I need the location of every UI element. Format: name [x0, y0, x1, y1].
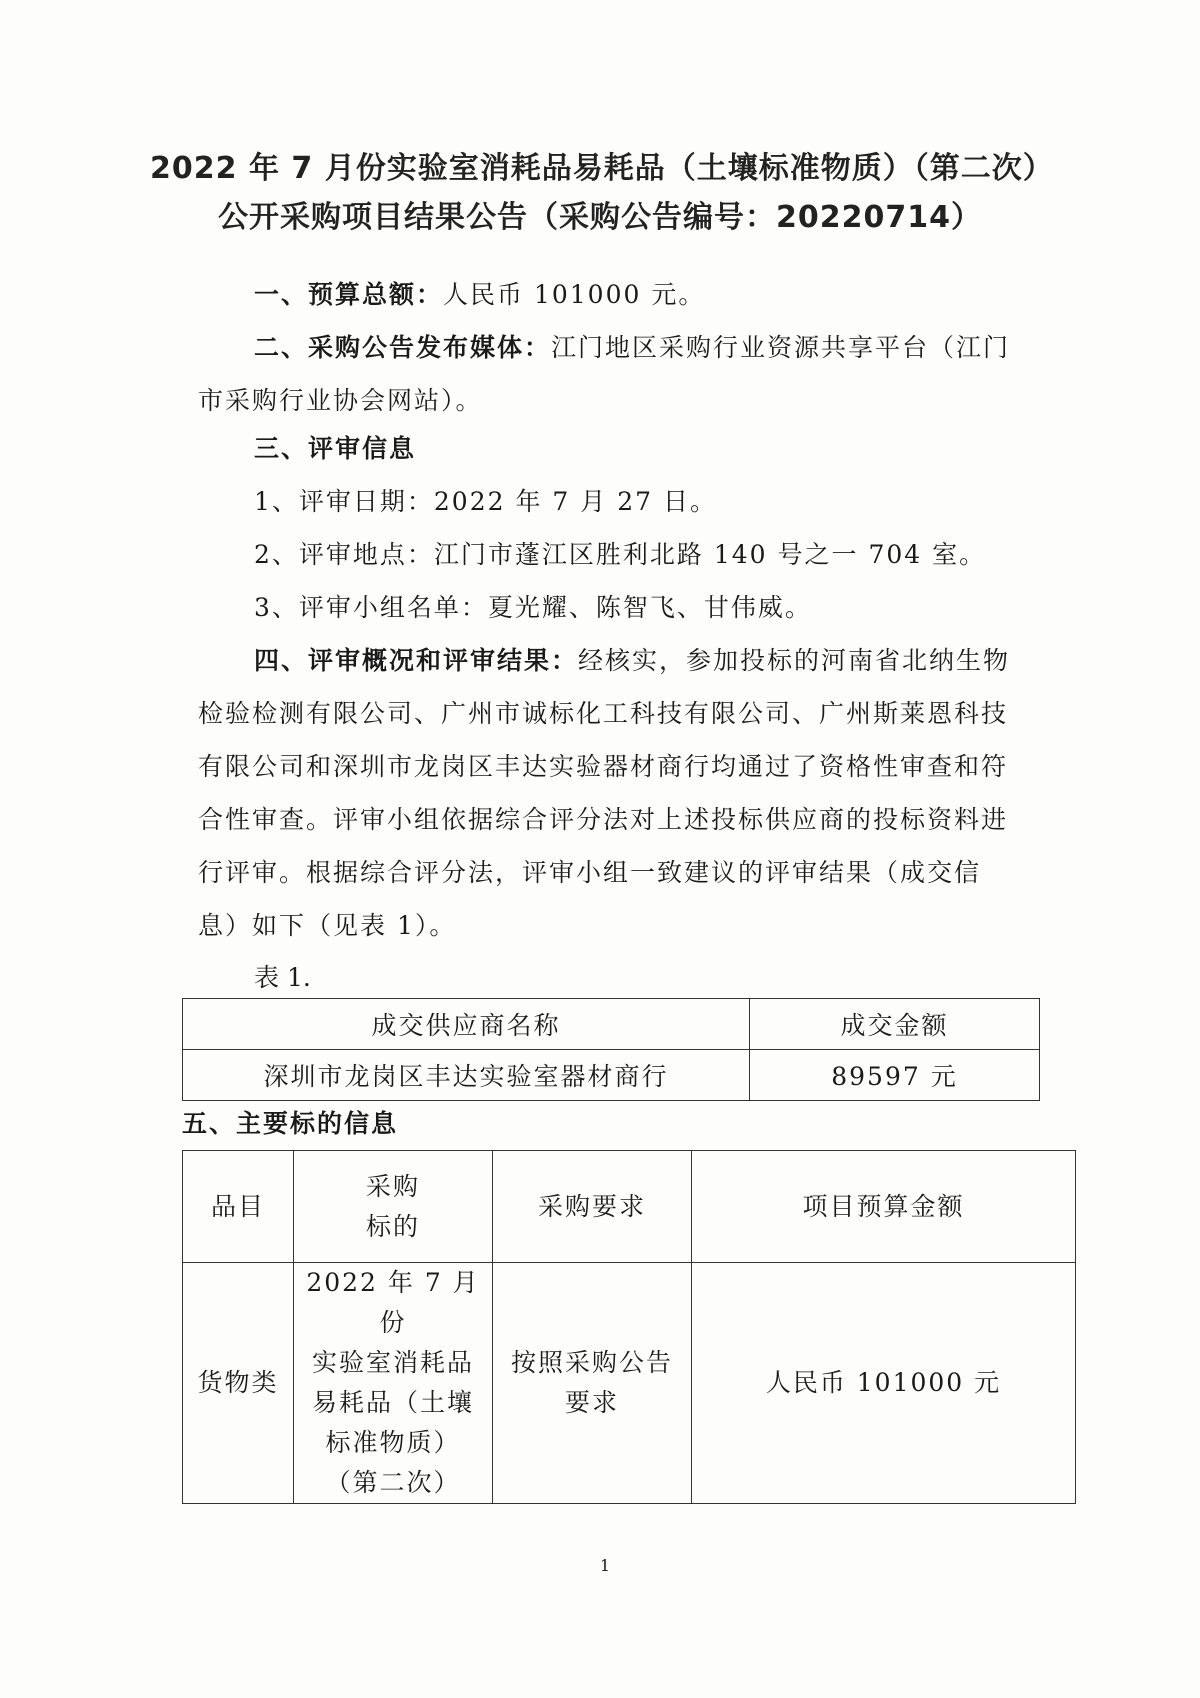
- target-header: [294, 1151, 493, 1263]
- media-paragraph: [198, 321, 1020, 427]
- budget-cell: 人民币 101000 元: [692, 1263, 1076, 1504]
- review-heading: 三、评审信息: [254, 434, 417, 463]
- deal-table: [182, 998, 1040, 1101]
- review-place: 2、评审地点：江门市蓬江区胜利北路 140 号之一 704 室。: [254, 540, 987, 569]
- result-text: 经核实，参加投标的河南省北纳生物检验检测有限公司、广州市诚标化工科技有限公司、广州斯莱恩科技有限公司和深圳市龙岗区丰达实验器材商行均通过了资格性审查和符合性审查。评审小组依据综合评分法对上述投标供应商的投标资料进行评审。根据综合评分法，评审小组一致建议的评审结果（成交信息）如下（见表 1）。: [198, 646, 1011, 940]
- budget-heading: 一、预算总额：: [254, 280, 444, 309]
- title-line-1: 2022 年 7 月份实验室消耗品易耗品（土壤标准物质）（第二次）: [150, 151, 1054, 186]
- review-date: 1、评审日期：2022 年 7 月 27 日。: [254, 487, 717, 516]
- supplier-header: 成交供应商名称: [183, 999, 750, 1050]
- main-info-table: [182, 1150, 1076, 1504]
- table-header-row: [183, 1151, 1076, 1263]
- main-info-heading: 五、主要标的信息: [182, 1109, 399, 1138]
- table-header-row: [183, 999, 1040, 1050]
- budget-text: 人民币 101000 元。: [443, 280, 706, 309]
- review-panel: 3、评审小组名单：夏光耀、陈智飞、甘伟威。: [254, 593, 812, 622]
- supplier-name: 深圳市龙岗区丰达实验室器材商行: [183, 1050, 750, 1101]
- requirement-cell-text: 按照采购公告 要求: [510, 1348, 673, 1417]
- budget-paragraph: [198, 268, 1020, 321]
- category-cell: 货物类: [183, 1263, 294, 1504]
- target-cell-text: 2022 年 7 月份 实验室消耗品 易耗品（土壤 标准物质） （第二次）: [306, 1268, 480, 1497]
- deal-amount: 89597 元: [750, 1050, 1040, 1101]
- budget-header: 项目预算金额: [692, 1151, 1076, 1263]
- target-header-text: 采购 标的: [365, 1171, 420, 1241]
- page-number: 1: [599, 1556, 611, 1575]
- title-line-2: 公开采购项目结果公告（采购公告编号：20220714）: [218, 200, 982, 235]
- amount-header: 成交金额: [750, 999, 1040, 1050]
- media-text: 江门地区采购行业资源共享平台（江门市采购行业协会网站）。: [198, 333, 1011, 415]
- table-row: [183, 1263, 1076, 1504]
- requirement-cell: [493, 1263, 692, 1504]
- media-heading: 二、采购公告发布媒体：: [254, 333, 552, 362]
- table-row: [183, 1050, 1040, 1101]
- requirement-header: 采购要求: [493, 1151, 692, 1263]
- target-cell: [294, 1263, 493, 1504]
- category-header: 品目: [183, 1151, 294, 1263]
- result-paragraph: [198, 634, 1020, 952]
- result-heading: 四、评审概况和评审结果：: [254, 646, 579, 675]
- table1-label: 表 1.: [254, 963, 311, 992]
